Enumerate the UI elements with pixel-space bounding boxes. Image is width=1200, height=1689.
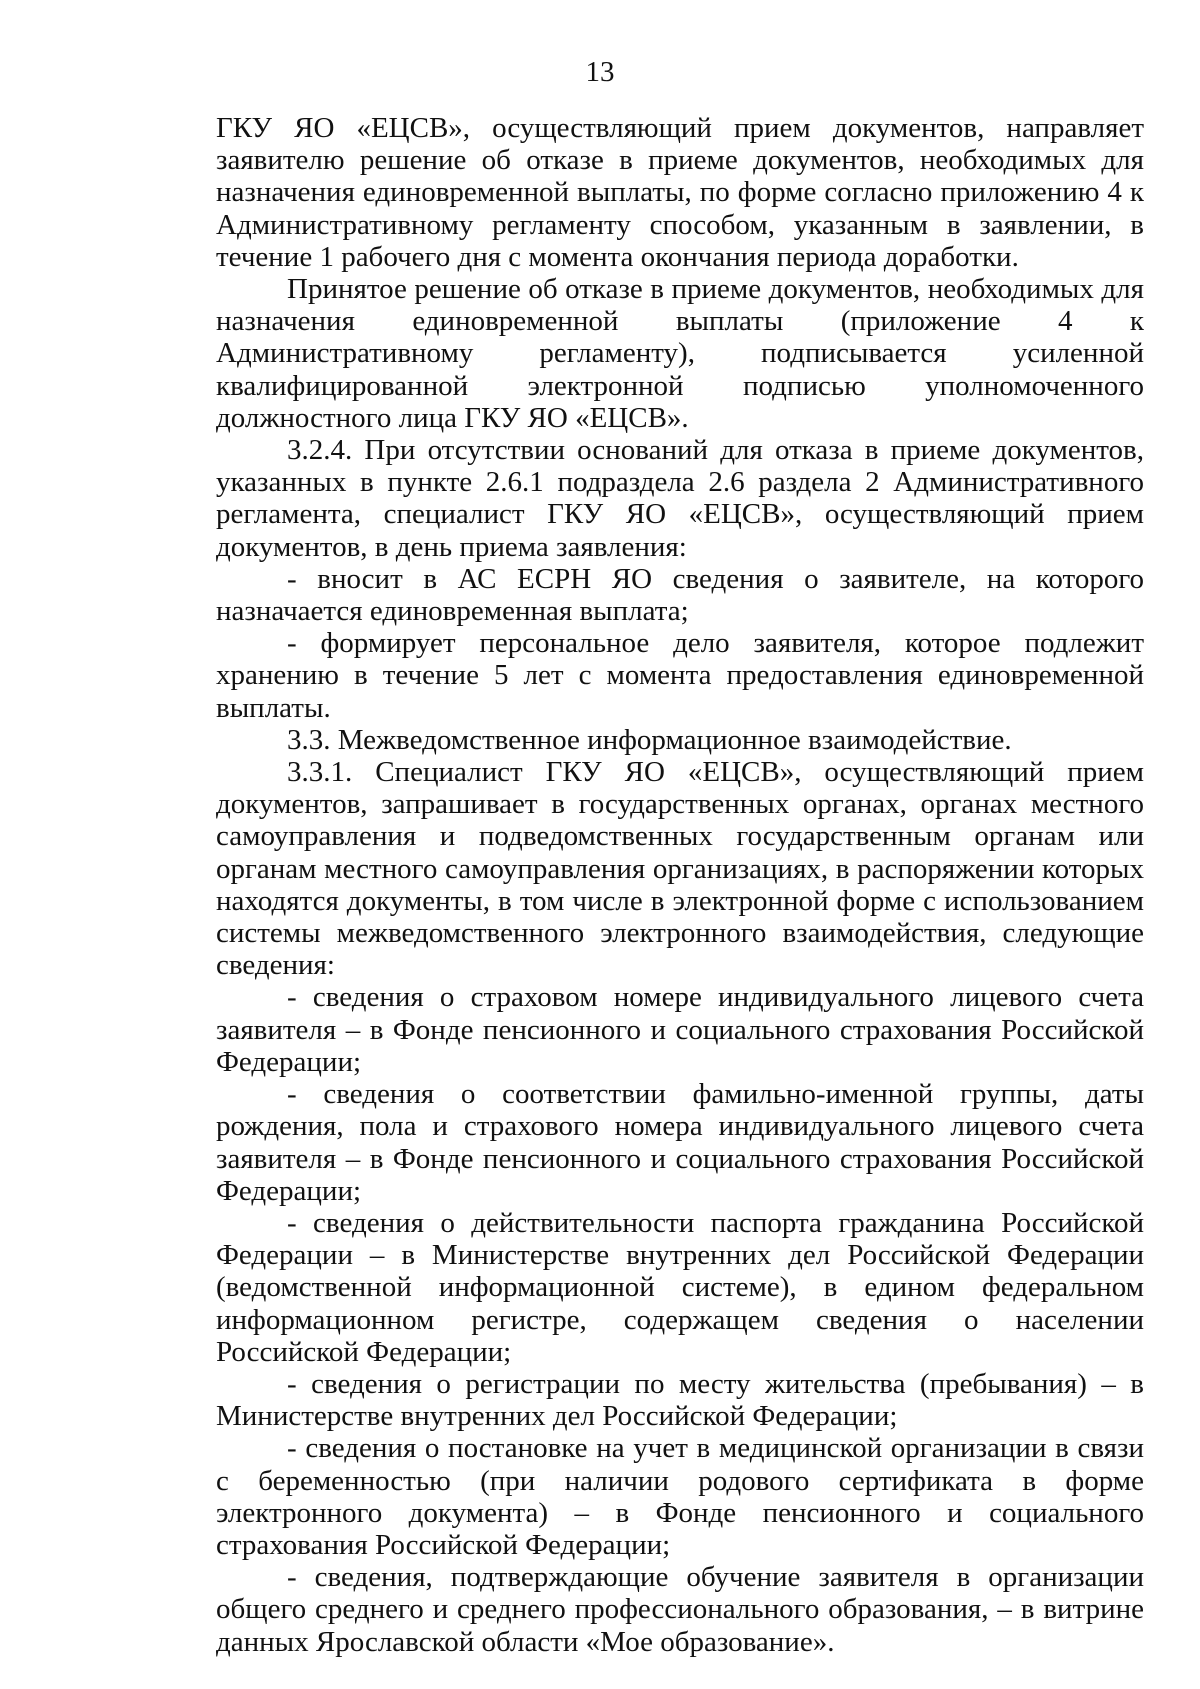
paragraph: - формирует персональное дело заявителя, которое подлежит хранению в течение 5 лет с момента предоставления единовременной выплаты. (216, 627, 1144, 724)
paragraph: - сведения о действительности паспорта гражданина Российской Федерации – в Министерстве внутренних дел Российской Федерации (ведомственной информационной системе), в едином федеральном информационном регистре, содержащем сведения о населении Российской Федерации; (216, 1206, 1144, 1368)
document-body (216, 112, 1144, 1658)
paragraph: - сведения, подтверждающие обучение заявителя в организации общего среднего и среднего профессионального образования, – в витрине данных Ярославской области «Мое образование». (216, 1561, 1144, 1658)
paragraph: ГКУ ЯО «ЕЦСВ», осуществляющий прием документов, направляет заявителю решение об отказе в приеме документов, необходимых для назначения единовременной выплаты, по форме согласно приложению 4 к Административному регламенту способом, указанным в заявлении, в течение 1 рабочего дня с момента окончания периода доработки. (216, 112, 1144, 273)
paragraph: Принятое решение об отказе в приеме документов, необходимых для назначения единовременной выплаты (приложение 4 к Административному регламенту), подписывается усиленной квалифицированной электронной подписью уполномоченного должностного лица ГКУ ЯО «ЕЦСВ». (216, 273, 1144, 434)
paragraph: 3.3.1. Специалист ГКУ ЯО «ЕЦСВ», осуществляющий прием документов, запрашивает в государственных органах, органах местного самоуправления и подведомственных государственным органам или органам местного самоуправления организациях, в распоряжении которых находятся документы, в том числе в электронной форме с использованием системы межведомственного электронного взаимодействия, следующие сведения: (216, 756, 1144, 982)
paragraph: 3.3. Межведомственное информационное взаимодействие. (287, 723, 1012, 756)
paragraph: - вносит в АС ЕСРН ЯО сведения о заявителе, на которого назначается единовременная выплата; (216, 562, 1144, 628)
paragraph: - сведения о соответствии фамильно-именной группы, даты рождения, пола и страхового номера индивидуального лицевого счета заявителя – в Фонде пенсионного и социального страхования Российской Федерации; (216, 1078, 1144, 1207)
paragraph: - сведения о регистрации по месту жительства (пребывания) – в Министерстве внутренних дел Российской Федерации; (216, 1367, 1144, 1433)
paragraph: 3.2.4. При отсутствии оснований для отказа в приеме документов, указанных в пункте 2.6.1 подраздела 2.6 раздела 2 Административного регламента, специалист ГКУ ЯО «ЕЦСВ», осуществляющий прием документов, в день приема заявления: (216, 434, 1144, 563)
page-number: 13 (585, 56, 615, 88)
paragraph: - сведения о постановке на учет в медицинской организации в связи с беременностью (при наличии родового сертификата в форме электронного документа) – в Фонде пенсионного и социального страхования Российской Федерации; (216, 1432, 1144, 1561)
paragraph: - сведения о страховом номере индивидуального лицевого счета заявителя – в Фонде пенсионного и социального страхования Российской Федерации; (216, 981, 1144, 1078)
